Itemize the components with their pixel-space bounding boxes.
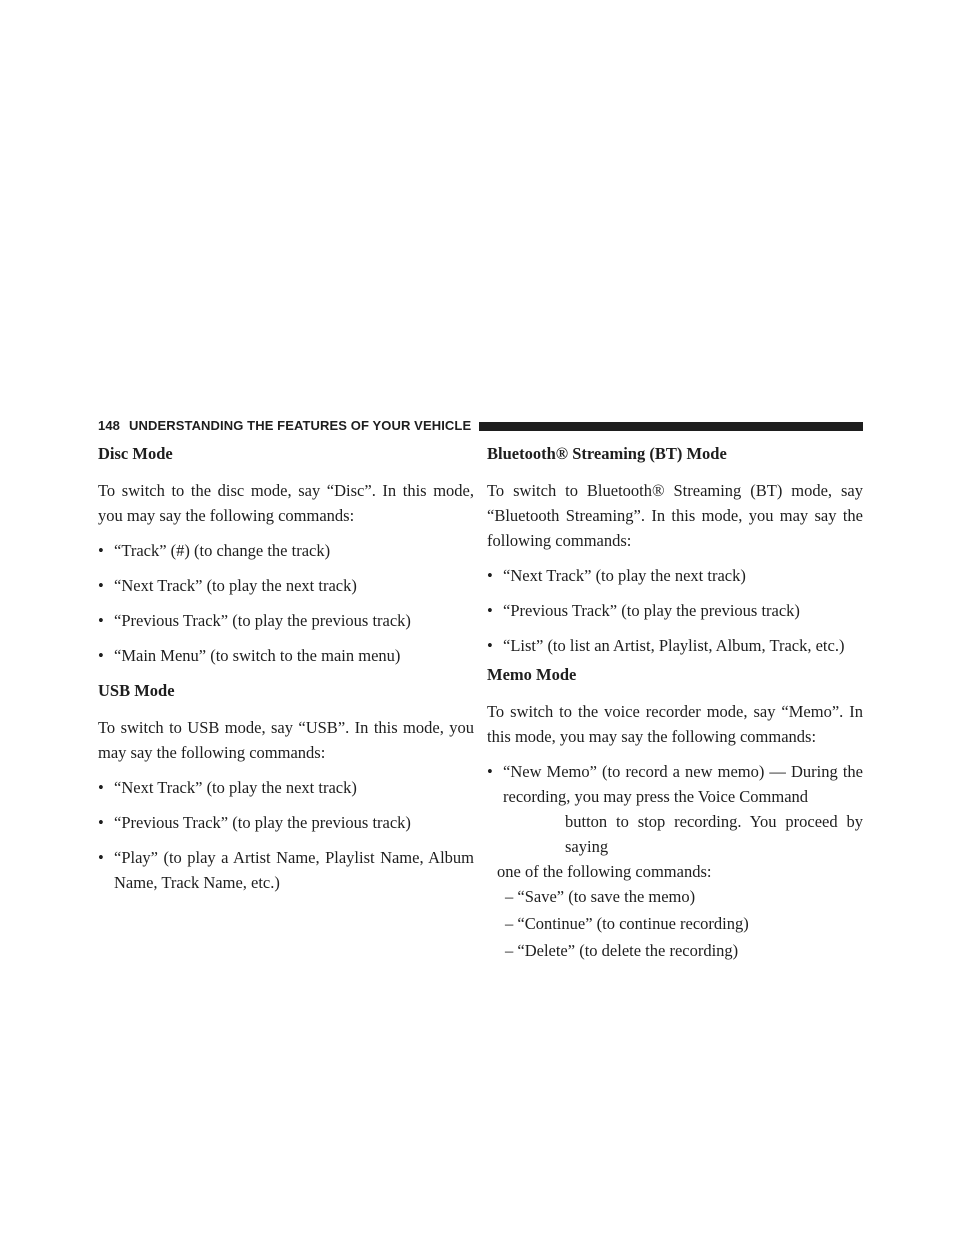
usb-mode-section: [98, 678, 474, 895]
chapter-title: UNDERSTANDING THE FEATURES OF YOUR VEHICLE: [129, 418, 472, 433]
bullet-icon: •: [98, 576, 104, 595]
bullet-icon: •: [98, 541, 104, 560]
left-column: [98, 441, 474, 905]
list-item: • “List” (to list an Artist, Playlist, Album, Track, etc.): [487, 633, 863, 658]
list-item: • “Main Menu” (to switch to the main menu): [98, 643, 474, 668]
bt-mode-section: [487, 441, 863, 658]
list-item: • “Previous Track” (to play the previous track): [98, 608, 474, 633]
memo-mode-intro: To switch to the voice recorder mode, say “Memo”. In this mode, you may say the following commands:: [487, 702, 863, 746]
memo-mode-section: [487, 662, 863, 963]
disc-mode-commands: [98, 538, 474, 668]
right-column: [487, 441, 863, 965]
bullet-icon: •: [98, 778, 104, 797]
list-item: [487, 759, 863, 859]
bullet-icon: •: [98, 611, 104, 630]
memo-mode-commands: [487, 759, 863, 859]
usb-mode-intro: To switch to USB mode, say “USB”. In this mode, you may say the following commands:: [98, 718, 474, 762]
bullet-icon: •: [487, 762, 493, 781]
usb-mode-heading: USB Mode: [98, 681, 175, 700]
disc-mode-heading: Disc Mode: [98, 444, 173, 463]
memo-command-text: “New Memo” (to record a new memo) — During the recording, you may press the Voice Command: [503, 762, 863, 806]
bullet-icon: •: [487, 566, 493, 585]
memo-command-continuation: button to stop recording. You proceed by saying: [565, 812, 863, 856]
usb-mode-commands: [98, 775, 474, 895]
bullet-icon: •: [98, 646, 104, 665]
bullet-icon: •: [98, 813, 104, 832]
list-item: • “Next Track” (to play the next track): [98, 573, 474, 598]
list-item: – “Continue” (to continue recording): [505, 914, 749, 933]
bullet-icon: •: [487, 636, 493, 655]
list-item: – “Delete” (to delete the recording): [505, 941, 739, 960]
bt-mode-intro: To switch to Bluetooth® Streaming (BT) mode, say “Bluetooth Streaming”. In this mode, you may say the following commands:: [487, 481, 863, 550]
list-item: • “Previous Track” (to play the previous track): [98, 810, 474, 835]
bt-mode-heading: Bluetooth® Streaming (BT) Mode: [487, 444, 727, 463]
header-rule: [479, 422, 863, 431]
list-item: • “Next Track” (to play the next track): [98, 775, 474, 800]
page-header: [98, 418, 863, 434]
list-item: • “Next Track” (to play the next track): [487, 563, 863, 588]
memo-command-followup: one of the following commands:: [497, 862, 712, 881]
disc-mode-intro: To switch to the disc mode, say “Disc”. In this mode, you may say the following commands:: [98, 481, 474, 525]
memo-mode-heading: Memo Mode: [487, 665, 577, 684]
disc-mode-section: [98, 441, 474, 668]
list-item: • “Track” (#) (to change the track): [98, 538, 474, 563]
bullet-icon: •: [98, 848, 104, 867]
list-item: • “Previous Track” (to play the previous track): [487, 598, 863, 623]
page-number: 148: [98, 418, 120, 433]
bt-mode-commands: [487, 563, 863, 658]
list-item: • “Play” (to play a Artist Name, Playlist Name, Album Name, Track Name, etc.): [98, 845, 474, 895]
bullet-icon: •: [487, 601, 493, 620]
memo-sub-commands: [487, 884, 863, 963]
list-item: – “Save” (to save the memo): [505, 887, 696, 906]
